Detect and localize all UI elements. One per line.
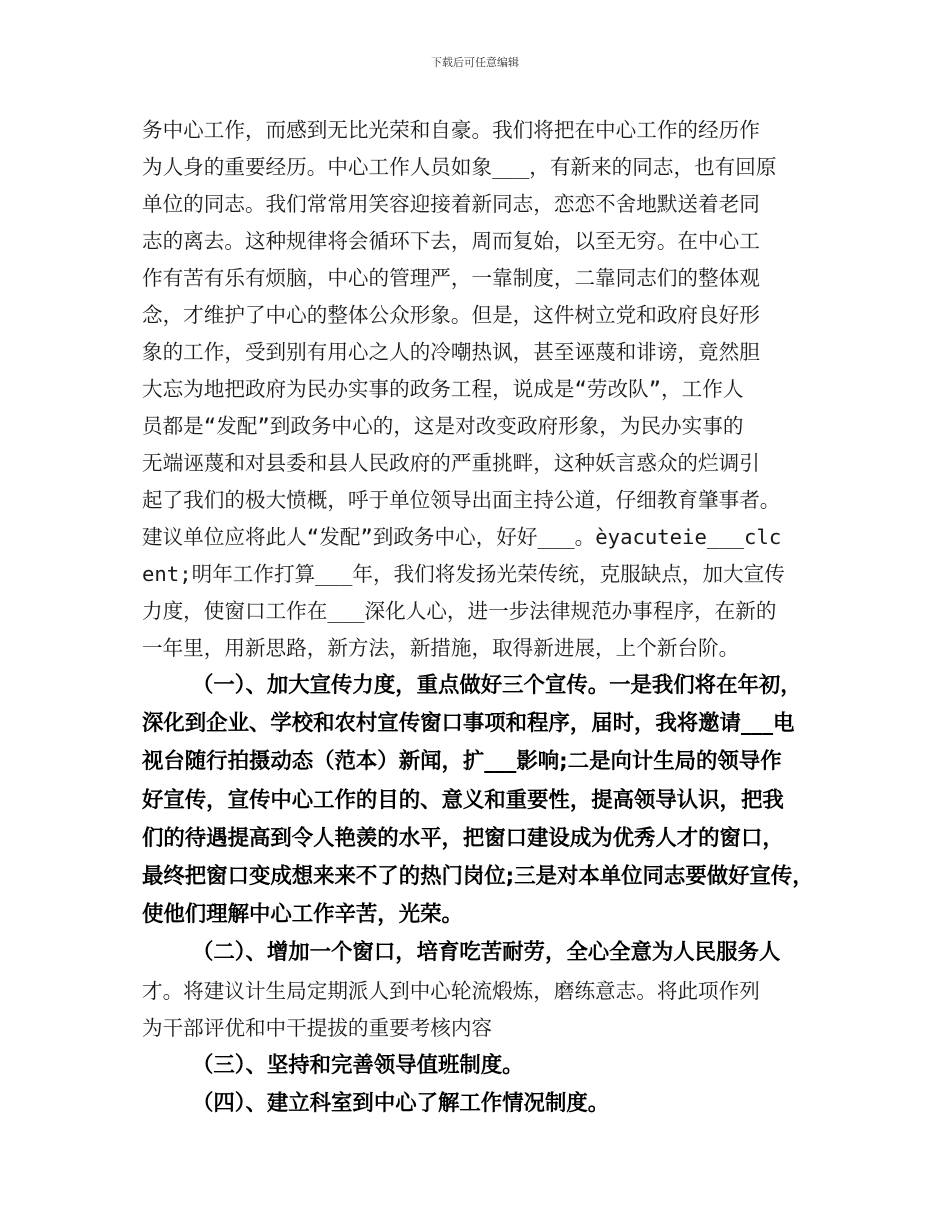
text-line: 单位的同志。我们常常用笑容迎接着新同志，恋恋不舍地默送着老同 [142, 192, 760, 216]
section-4-heading: （四）、建立科室到中心了解工作情况制度。 [192, 1090, 610, 1116]
text-line: 起了我们的极大愤概，呼于单位领导出面主持公道，仔细教育肇事者。 [142, 488, 781, 512]
text-line: 大忘为地把政府为民办实事的政务工程，说成是“劳改队”，工作人 [142, 377, 744, 401]
section-1-line: 深化到企业、学校和农村宣传窗口事项和程序，届时，我将邀请___电 [142, 711, 795, 737]
section-1-publicity [142, 667, 814, 934]
document-body [142, 112, 814, 1123]
page-header-note: 下载后可任意编辑 [431, 56, 519, 69]
section-1-line: 使他们理解中心工作辛苦，光荣。 [142, 902, 463, 928]
section-3-heading: （三）、坚持和完善领导值班制度。 [192, 1052, 524, 1078]
text-line: 务中心工作，而感到无比光荣和自豪。我们将把在中心工作的经历作 [142, 118, 760, 142]
text-line: 一年里，用新思路，新方法，新措施，取得新进展，上个新台阶。 [142, 636, 740, 660]
section-2-line: 为干部评优和中干提拔的重要考核内容 [142, 1015, 493, 1040]
text-line: 作有苦有乐有烦脑，中心的管理严，一靠制度，二靠同志们的整体观 [142, 266, 760, 290]
text-line: ent;明年工作打算___年，我们将发扬光荣传统，克服缺点，加大宣传 [142, 562, 785, 586]
section-2-line: 才。将建议计生局定期派人到中心轮流煅炼，磨练意志。将此项作列 [142, 978, 760, 1003]
text-line: 无端诬蔑和对县委和县人民政府的严重挑畔，这种妖言惑众的烂调引 [142, 451, 760, 475]
section-1-line: 最终把窗口变成想来来不了的热门岗位;三是对本单位同志要做好宣传， [142, 863, 814, 889]
text-line: 念，才维护了中心的整体公众形象。但是，这件树立党和政府良好形 [142, 303, 760, 327]
paragraph-1 [142, 112, 814, 667]
text-line: 员都是“发配”到政务中心的，这是对改变政府形象，为民办实事的 [142, 414, 744, 438]
section-1-heading: （一）、加大宣传力度，重点做好三个宣传。一是我们将在年初， [192, 673, 802, 698]
section-1-line: 视台随行拍摄动态（范本）新闻，扩___影响;二是向计生局的领导作 [142, 749, 782, 775]
text-line: 志的离去。这种规律将会循环下去，周而复始，以至无穷。在中心工 [142, 229, 760, 253]
text-line: 象的工作，受到别有用心之人的冷嘲热讽，甚至诬蔑和诽谤，竟然胆 [142, 340, 760, 364]
section-1-line: 好宣传，宣传中心工作的目的、意义和重要性，提高领导认识，把我 [142, 787, 784, 813]
text-line: 为人身的重要经历。中心工作人员如象___，有新来的同志，也有回原 [142, 155, 777, 179]
section-2-window [142, 934, 814, 1046]
section-2-heading: （二）、增加一个窗口，培育吃苦耐劳，全心全意为人民服务人 [192, 940, 781, 966]
text-line: 建议单位应将此人“发配”到政务中心，好好___。èyacuteie___clc [142, 525, 782, 549]
text-line: 力度，使窗口工作在___深化人心，进一步法律规范办事程序，在新的 [142, 599, 777, 623]
section-1-line: 们的待遇提高到令人艳羡的水平，把窗口建设成为优秀人才的窗口， [142, 825, 784, 851]
